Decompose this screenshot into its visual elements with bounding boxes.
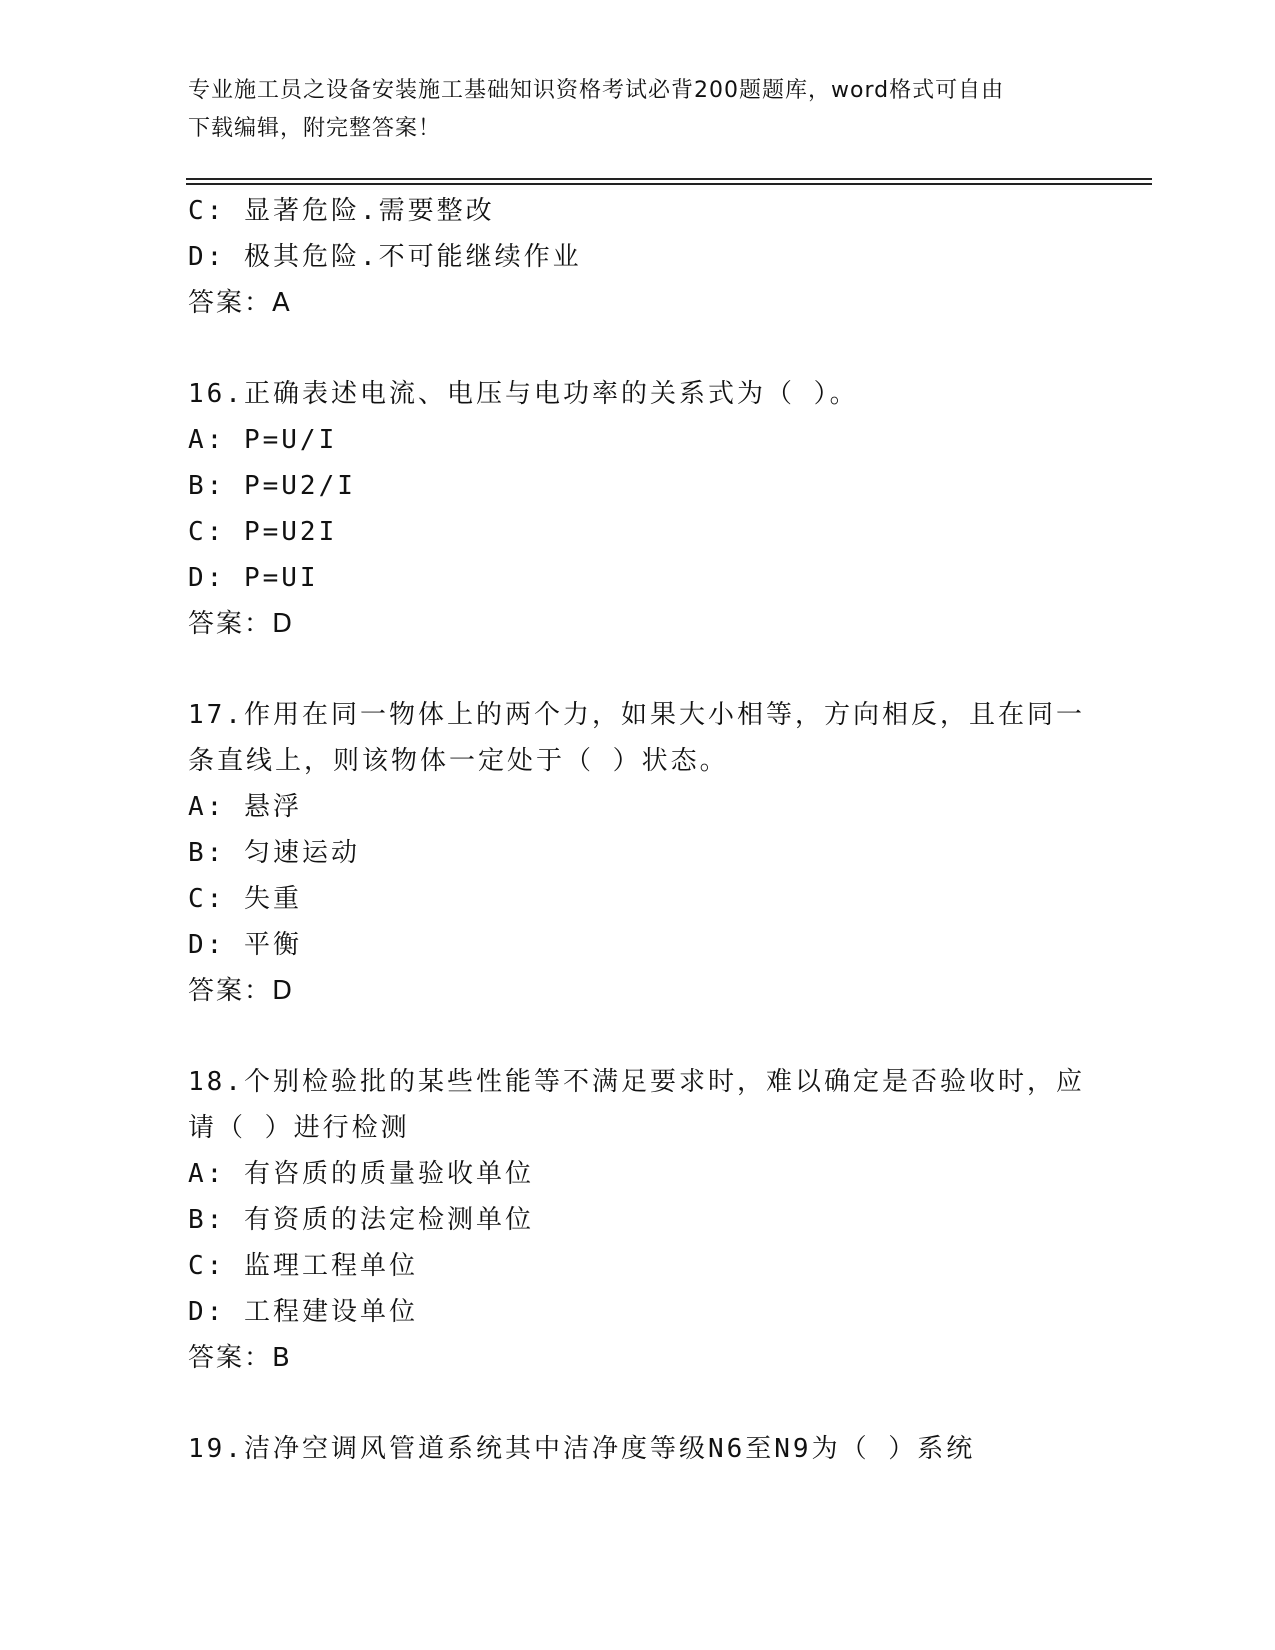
question-18	[188, 1059, 1088, 1381]
question-stem-line-1: 17.作用在同一物体上的两个力，如果大小相等，方向相反，且在同一	[188, 700, 1085, 730]
question-list	[188, 188, 1088, 1472]
question-16	[188, 371, 1088, 647]
question-stem: 19.洁净空调风管道系统其中洁净度等级N6至N9为（ ）系统	[188, 1434, 976, 1464]
option-d: D: 极其危险.不可能继续作业	[188, 242, 582, 272]
option-d: D: P=UI	[188, 563, 319, 593]
option-a: A: 悬浮	[188, 792, 302, 822]
question-15-tail	[188, 188, 1088, 326]
option-c: C: P=U2I	[188, 517, 338, 547]
option-b: B: P=U2/I	[188, 471, 356, 501]
question-stem: 16.正确表述电流、电压与电功率的关系式为（ ）。	[188, 379, 859, 409]
option-c: C: 失重	[188, 884, 302, 914]
answer-line: 答案：D	[188, 976, 295, 1006]
answer-line: 答案：A	[188, 288, 292, 318]
question-17	[188, 692, 1088, 1014]
header-divider-top	[186, 178, 1152, 180]
option-b: B: 匀速运动	[188, 838, 360, 868]
document-header	[188, 72, 1088, 148]
option-a: A: P=U/I	[188, 425, 338, 455]
option-c: C: 监理工程单位	[188, 1251, 418, 1281]
answer-line: 答案：B	[188, 1343, 292, 1373]
header-line-2: 下载编辑，附完整答案！	[188, 116, 442, 141]
option-a: A: 有咨质的质量验收单位	[188, 1159, 534, 1189]
header-line-1: 专业施工员之设备安装施工基础知识资格考试必背200题题库，word格式可自由	[188, 78, 1005, 103]
option-c: C: 显著危险.需要整改	[188, 196, 495, 226]
question-19	[188, 1426, 1088, 1472]
header-divider-bottom	[186, 183, 1152, 185]
answer-line: 答案：D	[188, 609, 295, 639]
question-stem-line-2: 条直线上，则该物体一定处于（ ）状态。	[188, 746, 729, 776]
question-stem-line-1: 18.个别检验批的某些性能等不满足要求时，难以确定是否验收时，应	[188, 1067, 1085, 1097]
option-d: D: 平衡	[188, 930, 302, 960]
question-stem-line-2: 请（ ）进行检测	[188, 1113, 410, 1143]
option-b: B: 有资质的法定检测单位	[188, 1205, 534, 1235]
option-d: D: 工程建设单位	[188, 1297, 418, 1327]
